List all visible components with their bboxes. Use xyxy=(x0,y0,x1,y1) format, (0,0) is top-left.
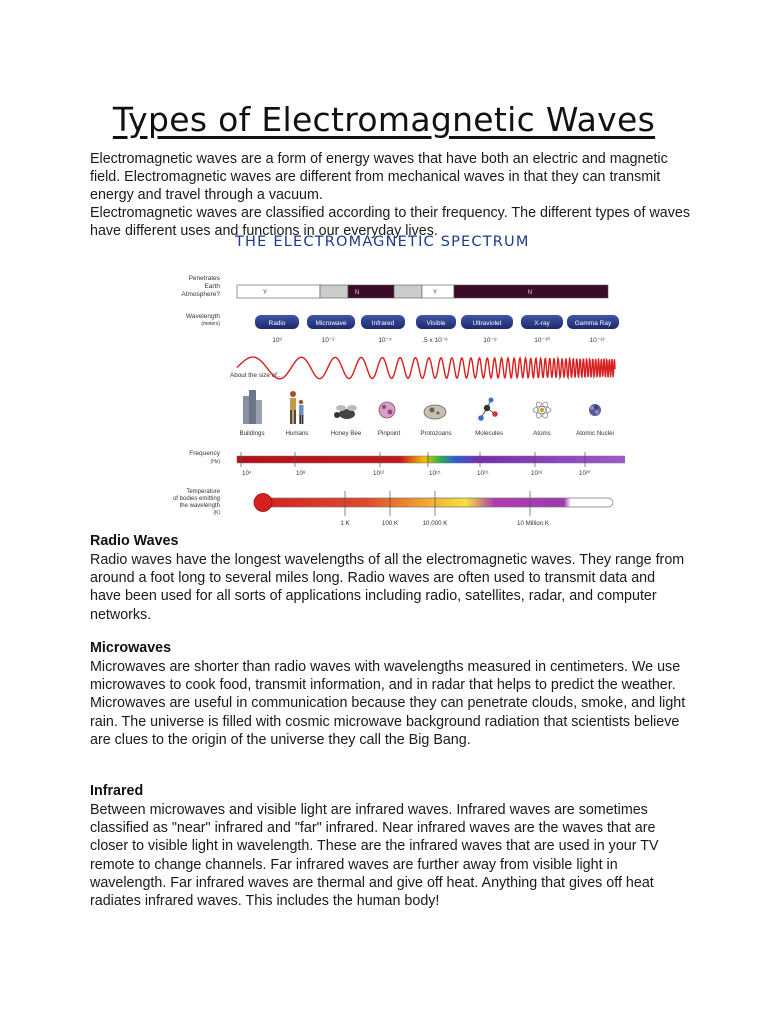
row-label-wavelength-unit: (meters) xyxy=(201,321,220,327)
size-label: Buildings xyxy=(239,430,265,437)
humans-icon xyxy=(290,391,304,424)
molecules-icon xyxy=(478,398,498,421)
band-radio xyxy=(255,315,299,329)
pinpoint-icon xyxy=(379,402,395,418)
band-label: X-ray xyxy=(534,320,550,327)
band-label: Ultraviolet xyxy=(472,320,502,327)
frequency-value: 10¹⁵ xyxy=(429,470,441,477)
intro-paragraph: Electromagnetic waves are classified according to their frequency. The different types of waves have different uses and functions in our everyday lives. xyxy=(90,205,690,240)
band-label: Microwave xyxy=(315,320,347,327)
frequency-value: 10¹⁶ xyxy=(477,470,489,477)
atoms-icon xyxy=(533,400,551,419)
band-label: Infrared xyxy=(371,320,395,327)
size-label: Atomic Nuclei xyxy=(576,430,614,437)
band-label: Visible xyxy=(426,320,446,327)
size-label: Humans xyxy=(285,430,309,437)
protozoans-icon xyxy=(424,405,446,419)
band-visible xyxy=(416,315,456,329)
frequency-value: 10¹² xyxy=(373,470,385,477)
wavelength-value: .5 x 10⁻⁶ xyxy=(422,337,448,344)
row-label-wavelength: Wavelength xyxy=(185,313,220,320)
honey-bee-icon xyxy=(334,405,357,419)
temperature-bar xyxy=(254,491,613,527)
size-icons xyxy=(243,390,601,424)
band-label: Gamma Ray xyxy=(574,320,612,327)
wavelength-value: 10⁻¹⁰ xyxy=(534,337,550,344)
temperature-value: 100 K xyxy=(381,520,399,527)
frequency-value: 10²⁰ xyxy=(579,470,591,477)
atomic-nuclei-icon xyxy=(589,404,601,416)
frequency-value: 10⁸ xyxy=(296,470,306,477)
row-label-temperature: of bodies emitting xyxy=(172,496,220,502)
section-heading: Infrared xyxy=(90,783,144,799)
frequency-value: 10¹⁸ xyxy=(531,470,543,477)
penetration-label: N xyxy=(527,290,533,296)
wavelength-value: 10⁻⁸ xyxy=(483,337,497,344)
size-label: Pinpoint xyxy=(377,430,401,437)
wavelength-value: 10⁻² xyxy=(321,337,335,344)
temperature-value: 10 Million K xyxy=(517,520,549,527)
size-label: Honey Bee xyxy=(330,430,362,437)
temperature-value: 1 K xyxy=(340,520,350,527)
size-label: Protozoans xyxy=(420,430,452,437)
em-spectrum-figure xyxy=(145,234,625,534)
band-x-ray xyxy=(521,315,563,329)
row-label-penetrates: Earth xyxy=(204,283,220,290)
buildings-icon xyxy=(243,390,262,424)
row-label-penetrates: Atmosphere? xyxy=(181,291,220,298)
size-label: Molecules xyxy=(475,430,503,437)
row-label-frequency: Frequency xyxy=(189,450,220,457)
band-label: Radio xyxy=(268,320,286,327)
frequency-value: 10⁴ xyxy=(242,470,252,477)
section-paragraph: Microwaves are shorter than radio waves with wavelengths measured in centimeters. We use microwaves to cook food, transmit information, and in radar that helps to predict the weather. Microwaves are useful in communication because they can penetrate clouds, smoke, and light rain. The universe is filled with cosmic microwave background radiation that scientists believe are clues to the origin of the universe they call the Big Bang. xyxy=(90,659,686,748)
row-label-frequency-unit: (Hz) xyxy=(210,459,220,465)
section-paragraph: Between microwaves and visible light are infrared waves. Infrared waves are sometimes classified as "near" infrared and "far" infrared. Near infrared waves are the waves that are closer to visible light in wavelength. These are the infrared waves that are used in your TV remote to change channels. Far infrared waves are further away from visible light in wavelength. Far infrared waves are thermal and give off heat. Anything that gives off heat radiates infrared waves. This includes the human body! xyxy=(90,802,659,910)
section-heading: Microwaves xyxy=(90,640,172,656)
row-label-size: About the size of... xyxy=(230,372,283,379)
wavelength-value: 10⁻⁵ xyxy=(378,337,392,344)
band-gamma-ray xyxy=(567,315,619,329)
page-title: Types of Electromagnetic Waves xyxy=(112,100,656,139)
row-label-temperature: Temperature xyxy=(186,489,220,495)
band-pills xyxy=(255,315,619,329)
wavelength-values xyxy=(272,336,605,344)
figure-title: THE ELECTROMAGNETIC SPECTRUM xyxy=(235,234,530,250)
em-spectrum-diagram xyxy=(145,234,625,534)
size-labels xyxy=(239,430,613,437)
band-ultraviolet xyxy=(461,315,513,329)
band-infrared xyxy=(361,315,405,329)
penetration-bar xyxy=(237,285,608,298)
penetration-label: Y xyxy=(432,290,438,296)
row-label-temperature: the wavelength xyxy=(179,503,220,509)
row-label-penetrates: Penetrates xyxy=(188,275,220,282)
row-label-temperature-unit: (K) xyxy=(213,510,220,516)
penetration-label: Y xyxy=(262,290,268,296)
section-heading: Radio Waves xyxy=(90,533,179,549)
size-label: Atoms xyxy=(533,430,551,437)
penetration-label: N xyxy=(354,290,360,296)
section-paragraph: Radio waves have the longest wavelengths of all the electromagnetic waves. They range from around a foot long to several miles long. Radio waves are often used to transmit data and have been used for all sorts of applications including radio, satellites, radar, and computer networks. xyxy=(90,552,685,623)
wavelength-value: 10³ xyxy=(272,337,282,344)
temperature-value: 10,000 K xyxy=(422,520,448,527)
frequency-bar xyxy=(237,452,625,477)
wavelength-value: 10⁻¹² xyxy=(589,337,605,344)
band-microwave xyxy=(307,315,355,329)
intro-paragraph: Electromagnetic waves are a form of energy waves that have both an electric and magnetic field. Electromagnetic waves are different from mechanical waves in that they can transmit energy and travel through a vacuum. xyxy=(90,151,668,204)
wave-curve xyxy=(237,357,615,379)
